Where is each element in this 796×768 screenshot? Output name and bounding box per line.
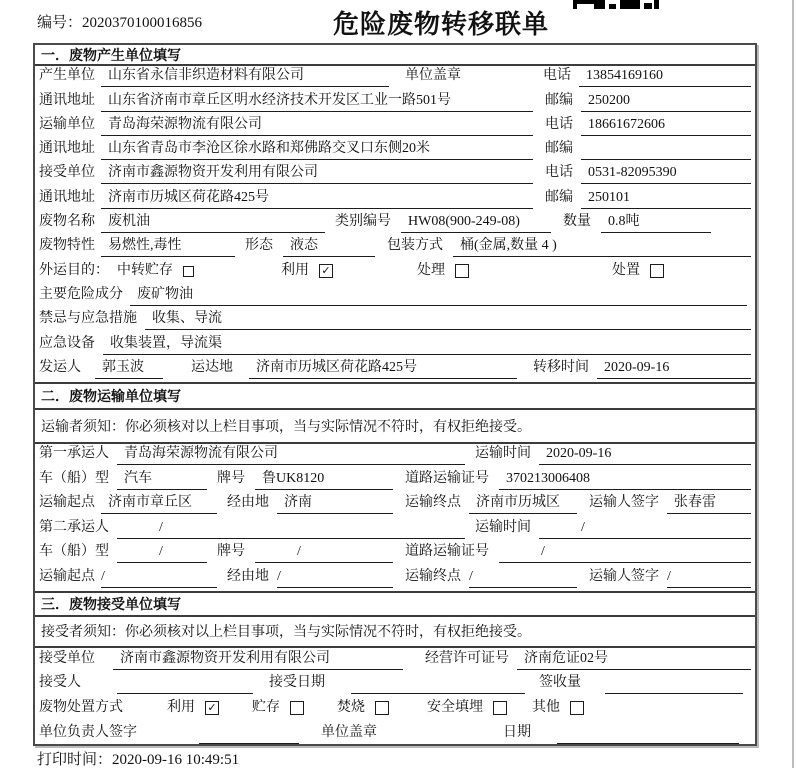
option-label: 利用 bbox=[281, 262, 309, 278]
equipment-value: 收集装置，导流渠 bbox=[103, 332, 751, 355]
zip-label: 邮编 bbox=[545, 141, 573, 157]
checkbox-icon bbox=[493, 701, 507, 715]
form-label: 形态 bbox=[245, 238, 273, 254]
transporter-value: 青岛海荣源物流有限公司 bbox=[101, 113, 533, 136]
address-label: 通讯地址 bbox=[39, 141, 95, 157]
option-label: 贮存 bbox=[252, 700, 280, 716]
row-disposal-method bbox=[35, 697, 755, 722]
route-end-label: 运输终点 bbox=[405, 568, 461, 584]
route-start-value: / bbox=[101, 569, 217, 588]
phone-label: 电话 bbox=[545, 165, 573, 181]
date-label: 日期 bbox=[503, 724, 531, 740]
producer-value: 山东省永信非织造材料有限公司 bbox=[101, 64, 389, 87]
row-vehicle1 bbox=[35, 468, 755, 493]
route-start-label: 运输起点 bbox=[39, 495, 95, 511]
license-label: 经营许可证号 bbox=[425, 650, 509, 666]
packing-label: 包装方式 bbox=[387, 238, 443, 254]
address-label: 通讯地址 bbox=[39, 189, 95, 205]
route-start-label: 运输起点 bbox=[39, 568, 95, 584]
hazard-value: 废矿物油 bbox=[130, 283, 747, 306]
checkbox-icon bbox=[650, 264, 664, 278]
transport-time-label: 运输时间 bbox=[475, 446, 531, 462]
transfer-time-label: 转移时间 bbox=[533, 359, 589, 375]
address-value: 山东省青岛市李沧区徐水路和郑佛路交叉口东侧20米 bbox=[101, 137, 533, 160]
qr-block bbox=[573, 0, 598, 9]
print-time-line bbox=[37, 748, 239, 768]
carrier-sign-value: / bbox=[667, 569, 751, 588]
plate-value: 鲁UK8120 bbox=[255, 467, 393, 490]
qr-block bbox=[644, 3, 652, 9]
section1-header: 一．废物产生单位填写 bbox=[35, 45, 755, 66]
row-responsible-signature bbox=[35, 722, 755, 746]
road-permit-value: / bbox=[499, 544, 751, 563]
quantity-value: 0.8吨 bbox=[601, 210, 711, 233]
carrier-sign-label: 运输人签字 bbox=[589, 568, 659, 584]
qr-block bbox=[596, 0, 605, 9]
page-title: 危险废物转移联单 bbox=[333, 9, 550, 39]
row-receiver bbox=[35, 163, 755, 187]
section2-header: 二．废物运输单位填写 bbox=[35, 382, 755, 410]
category-value: HW08(900-249-08) bbox=[401, 214, 551, 233]
row-receiver-address bbox=[35, 187, 755, 211]
row-emergency-equipment bbox=[35, 333, 755, 357]
route-end-label: 运输终点 bbox=[405, 495, 461, 511]
qr-code-fragment bbox=[573, 0, 659, 9]
address-label: 通讯地址 bbox=[39, 92, 95, 108]
disposal-option-incinerate bbox=[337, 696, 427, 719]
address-value: 山东省济南市章丘区明水经济技术开发区工业一路501号 bbox=[101, 89, 533, 112]
option-label: 处理 bbox=[417, 262, 445, 278]
address-value: 济南市历城区荷花路425号 bbox=[101, 186, 533, 209]
trait-value: 易燃性,毒性 bbox=[101, 234, 235, 257]
row-transfer-purpose bbox=[35, 260, 755, 284]
row-route1 bbox=[35, 493, 755, 518]
purpose-option-utilize bbox=[281, 259, 381, 282]
purpose-option-storage bbox=[117, 259, 239, 282]
row-carrier2 bbox=[35, 517, 755, 542]
responsible-sign-value bbox=[199, 727, 299, 744]
section3-header: 三．废物接受单位填写 bbox=[35, 591, 755, 617]
accept-person-label: 接受人 bbox=[39, 675, 81, 691]
received-qty-value bbox=[605, 677, 743, 694]
route-via-label: 经由地 bbox=[227, 495, 269, 511]
route-via-value: 济南 bbox=[277, 491, 393, 514]
accept-person-value bbox=[117, 677, 253, 694]
taboo-value: 收集、导流 bbox=[145, 307, 751, 330]
phone-label: 电话 bbox=[545, 116, 573, 132]
vehicle-type-label: 车（船）型 bbox=[39, 544, 109, 560]
vehicle-type-value: 汽车 bbox=[117, 467, 207, 490]
road-permit-label: 道路运输证号 bbox=[405, 544, 489, 560]
plate-value: / bbox=[255, 544, 393, 563]
accept-date-label: 接受日期 bbox=[269, 675, 325, 691]
checkbox-icon bbox=[290, 701, 304, 715]
row-route2 bbox=[35, 566, 755, 591]
row-waste-traits bbox=[35, 236, 755, 260]
disposal-option-utilize bbox=[167, 696, 252, 719]
transport-time-value: / bbox=[539, 520, 751, 539]
option-label: 安全填埋 bbox=[427, 700, 483, 716]
responsible-sign-label: 单位负责人签字 bbox=[39, 724, 137, 740]
disposal-option-other bbox=[532, 696, 584, 719]
row-vehicle2 bbox=[35, 542, 755, 567]
option-label: 利用 bbox=[167, 700, 195, 716]
phone-value: 13854169160 bbox=[579, 68, 751, 87]
row-transporter bbox=[35, 115, 755, 139]
phone-value: 0531-82095390 bbox=[581, 165, 751, 184]
plate-label: 牌号 bbox=[217, 470, 245, 486]
print-time-label: 打印时间： bbox=[37, 752, 113, 768]
road-permit-value: 370213006408 bbox=[499, 471, 751, 490]
checkbox-icon bbox=[570, 701, 584, 715]
qr-block bbox=[654, 0, 659, 9]
qr-block bbox=[620, 0, 640, 9]
row-accept-person bbox=[35, 673, 755, 698]
plate-label: 牌号 bbox=[217, 544, 245, 560]
print-time-value: 2020-09-16 10:49:51 bbox=[112, 752, 240, 768]
zip-label: 邮编 bbox=[545, 92, 573, 108]
accept-date-value bbox=[351, 677, 525, 694]
row-sender bbox=[35, 358, 755, 382]
option-label: 中转贮存 bbox=[117, 262, 173, 278]
license-value: 济南危证02号 bbox=[517, 647, 751, 670]
serial-value: 2020370100016856 bbox=[82, 15, 203, 31]
road-permit-label: 道路运输证号 bbox=[405, 470, 489, 486]
option-label: 处置 bbox=[612, 262, 640, 278]
row-carrier1 bbox=[35, 444, 755, 469]
waste-name-label: 废物名称 bbox=[39, 214, 95, 230]
transporter-label: 运输单位 bbox=[39, 116, 95, 132]
receiver-notice: 接受者须知：你必须核对以上栏目事项，当与实际情况不符时，有权拒绝接受。 bbox=[35, 617, 755, 648]
received-qty-label: 签收量 bbox=[539, 675, 581, 691]
zip-value bbox=[581, 143, 751, 160]
row-taboo-measures bbox=[35, 309, 755, 333]
transport-time-label: 运输时间 bbox=[475, 519, 531, 535]
disposal-option-store bbox=[252, 696, 337, 719]
route-start-value: 济南市章丘区 bbox=[101, 491, 217, 514]
row-producer bbox=[35, 66, 755, 90]
carrier-sign-label: 运输人签字 bbox=[589, 495, 659, 511]
producer-label: 产生单位 bbox=[39, 68, 95, 84]
form-value: 液态 bbox=[283, 234, 375, 257]
route-via-label: 经由地 bbox=[227, 568, 269, 584]
destination-label: 运达地 bbox=[191, 359, 233, 375]
purpose-option-treat bbox=[417, 259, 537, 282]
destination-value: 济南市历城区荷花路425号 bbox=[249, 356, 517, 379]
qr-block bbox=[609, 4, 616, 9]
vehicle-type-label: 车（船）型 bbox=[39, 470, 109, 486]
vehicle-type-value: / bbox=[117, 544, 207, 563]
checkbox-icon bbox=[455, 264, 469, 278]
row-transporter-address bbox=[35, 139, 755, 163]
trait-label: 废物特性 bbox=[39, 238, 95, 254]
serial-label: 编号： bbox=[37, 15, 83, 31]
zip-label: 邮编 bbox=[545, 189, 573, 205]
category-label: 类别编号 bbox=[335, 214, 391, 230]
receiver-label: 接受单位 bbox=[39, 165, 95, 181]
carrier2-label: 第二承运人 bbox=[39, 519, 109, 535]
transporter-notice: 运输者须知：你必须核对以上栏目事项，当与实际情况不符时，有权拒绝接受。 bbox=[35, 410, 755, 444]
option-label: 焚烧 bbox=[337, 700, 365, 716]
taboo-label: 禁忌与应急措施 bbox=[39, 311, 137, 327]
accept-unit-label: 接受单位 bbox=[39, 650, 95, 666]
zip-value: 250101 bbox=[581, 190, 751, 209]
equipment-label: 应急设备 bbox=[39, 335, 95, 351]
transport-time-value: 2020-09-16 bbox=[539, 446, 751, 465]
purpose-label: 外运目的： bbox=[39, 262, 109, 278]
accept-unit-value: 济南市鑫源物资开发利用有限公司 bbox=[113, 647, 403, 670]
checkbox-checked-icon: ✓ bbox=[205, 701, 219, 715]
manifest-form-table bbox=[33, 43, 757, 746]
route-via-value: / bbox=[277, 569, 393, 588]
carrier1-value: 青岛海荣源物流有限公司 bbox=[117, 442, 465, 465]
checkbox-icon bbox=[375, 701, 389, 715]
checkbox-checked-icon: ✓ bbox=[319, 264, 333, 278]
waste-name-value: 废机油 bbox=[101, 210, 325, 233]
row-hazard-component bbox=[35, 285, 755, 309]
checkbox-icon bbox=[183, 266, 194, 277]
phone-label: 电话 bbox=[543, 68, 571, 84]
serial-number-line bbox=[37, 11, 202, 32]
route-end-value: 济南市历城区 bbox=[469, 491, 577, 514]
page-edge-divider bbox=[792, 0, 794, 768]
purpose-option-dispose bbox=[612, 259, 664, 282]
carrier-sign-value: 张春雷 bbox=[667, 491, 751, 514]
transfer-time-value: 2020-09-16 bbox=[597, 360, 751, 379]
route-end-value: / bbox=[469, 569, 577, 588]
row-accept-unit bbox=[35, 648, 755, 673]
carrier2-value: / bbox=[117, 520, 465, 539]
sender-label: 发运人 bbox=[39, 359, 81, 375]
disposal-label: 废物处置方式 bbox=[39, 700, 123, 716]
quantity-label: 数量 bbox=[563, 214, 591, 230]
carrier1-label: 第一承运人 bbox=[39, 446, 109, 462]
unit-seal-label: 单位盖章 bbox=[405, 68, 461, 84]
disposal-option-landfill bbox=[427, 696, 532, 719]
unit-seal-label: 单位盖章 bbox=[321, 724, 377, 740]
row-producer-address bbox=[35, 90, 755, 114]
packing-value: 桶(金属,数量 4 ) bbox=[453, 234, 751, 257]
sender-value: 郭玉波 bbox=[95, 356, 163, 379]
zip-value: 250200 bbox=[581, 93, 751, 112]
row-waste-name bbox=[35, 212, 755, 236]
phone-value: 18661672606 bbox=[581, 117, 751, 136]
option-label: 其他 bbox=[532, 700, 560, 716]
date-value bbox=[557, 727, 739, 744]
hazard-label: 主要危险成分 bbox=[39, 286, 123, 302]
receiver-value: 济南市鑫源物资开发利用有限公司 bbox=[101, 161, 533, 184]
